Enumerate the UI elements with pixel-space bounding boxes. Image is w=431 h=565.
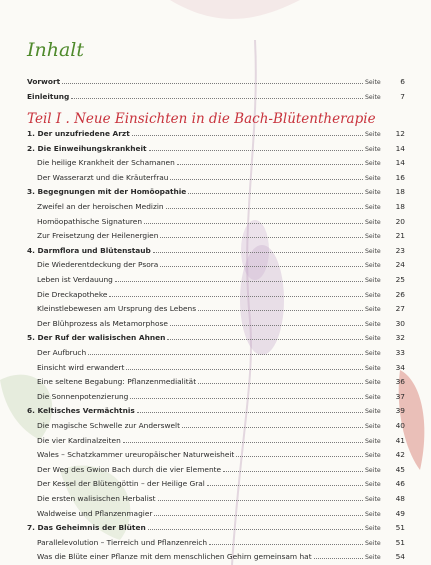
page-label: Seite <box>365 438 381 445</box>
toc-entry-text: 7. Das Geheimnis der Blüten <box>27 523 146 532</box>
dot-leader <box>170 318 363 326</box>
toc-entry-text: 2. Die Einweihungskrankheit <box>27 144 147 153</box>
page-label: Seite <box>365 131 381 138</box>
toc-entry-text: Einleitung <box>27 92 70 101</box>
dot-leader <box>160 230 363 238</box>
dot-leader <box>126 362 363 370</box>
toc-row[interactable] <box>27 332 405 344</box>
toc-entry-text: Der Blühprozess als Metamorphose <box>37 319 168 328</box>
dot-leader <box>109 289 363 297</box>
page-number: 7 <box>400 92 405 101</box>
toc-row[interactable] <box>27 230 405 242</box>
page-number: 34 <box>395 363 405 372</box>
dot-leader <box>167 332 363 340</box>
toc-entry-text: 5. Der Ruf der walisischen Ahnen <box>27 333 166 342</box>
toc-entry-text: Der Aufbruch <box>37 348 87 357</box>
toc-row[interactable] <box>27 493 405 505</box>
page-number: 32 <box>395 333 405 342</box>
page-number: 46 <box>395 479 405 488</box>
page-label: Seite <box>365 146 381 153</box>
dot-leader <box>236 449 363 457</box>
toc-entry-text: Eine seltene Begabung: Pflanzenmedialität <box>37 377 197 386</box>
toc-entry-text: Parallelevolution – Tierreich und Pflanzenreich <box>37 538 208 547</box>
pink-petal-shape <box>170 0 300 19</box>
toc-row[interactable] <box>27 172 405 184</box>
page-label: Seite <box>365 423 381 430</box>
page-number: 14 <box>395 144 405 153</box>
toc-entry-text: Kleinstlebewesen am Ursprung des Lebens <box>37 304 197 313</box>
page-number: 41 <box>395 436 405 445</box>
page-number: 18 <box>395 187 405 196</box>
page-number: 18 <box>395 202 405 211</box>
dot-leader <box>223 464 363 472</box>
toc-entry-text: Vorwort <box>27 77 61 86</box>
toc-row[interactable] <box>27 76 405 88</box>
toc-entry-text: Zur Freisetzung der Heilenergien <box>37 231 159 240</box>
page-number: 51 <box>395 523 405 532</box>
page-number: 24 <box>395 260 405 269</box>
page-label: Seite <box>365 481 381 488</box>
page-number: 51 <box>395 538 405 547</box>
page-number: 16 <box>395 173 405 182</box>
page-label: Seite <box>365 160 381 167</box>
toc-row[interactable] <box>27 347 405 359</box>
page-number: 36 <box>395 377 405 386</box>
toc-row[interactable] <box>27 464 405 476</box>
page-number: 54 <box>395 552 405 561</box>
toc-entry-text: Die vier Kardinalzeiten <box>37 436 121 445</box>
dot-leader <box>182 420 363 428</box>
toc-entry-text: Der Kessel der Blütengöttin – der Heilige Gral <box>37 479 205 488</box>
page-label: Seite <box>365 204 381 211</box>
dot-leader <box>148 522 363 530</box>
dot-leader <box>166 201 363 209</box>
page-number: 42 <box>395 450 405 459</box>
dot-leader <box>123 435 363 443</box>
page-number: 30 <box>395 319 405 328</box>
page-label: Seite <box>365 248 381 255</box>
toc-row[interactable] <box>27 362 405 374</box>
page-label: Seite <box>365 365 381 372</box>
toc-entry-text: 1. Der unzufriedene Arzt <box>27 129 130 138</box>
toc-entry-text: Leben ist Verdauung <box>37 275 113 284</box>
toc-entry-text: Waldweise und Pflanzenmagier <box>37 509 153 518</box>
page-number: 49 <box>395 509 405 518</box>
toc-row[interactable] <box>27 420 405 432</box>
page-number: 40 <box>395 421 405 430</box>
page-label: Seite <box>365 219 381 226</box>
toc-row[interactable] <box>27 449 405 461</box>
toc-row[interactable] <box>27 274 405 286</box>
dot-leader <box>154 508 363 516</box>
page-number: 23 <box>395 246 405 255</box>
toc-row[interactable] <box>27 91 405 103</box>
dot-leader <box>132 128 363 136</box>
toc-row[interactable] <box>27 551 405 563</box>
page-title: Inhalt <box>27 39 85 61</box>
toc-row[interactable] <box>27 522 405 534</box>
toc-row[interactable] <box>27 201 405 213</box>
page-number: 33 <box>395 348 405 357</box>
toc-entry-text: Die magische Schwelle zur Anderswelt <box>37 421 181 430</box>
toc-entry-text: Die Sonnenpotenzierung <box>37 392 129 401</box>
page-label: Seite <box>365 350 381 357</box>
page-label: Seite <box>365 540 381 547</box>
toc-row[interactable] <box>27 216 405 228</box>
page-label: Seite <box>365 262 381 269</box>
page-label: Seite <box>365 452 381 459</box>
page-label: Seite <box>365 175 381 182</box>
toc-entry-text: 3. Begegnungen mit der Homöopathie <box>27 187 187 196</box>
toc-entry-text: Der Weg des Gwion Bach durch die vier Elemente <box>37 465 222 474</box>
dot-leader <box>177 157 363 165</box>
page-label: Seite <box>365 511 381 518</box>
page-label: Seite <box>365 306 381 313</box>
toc-row[interactable] <box>27 303 405 315</box>
page-label: Seite <box>365 189 381 196</box>
page-number: 21 <box>395 231 405 240</box>
toc-row[interactable] <box>27 289 405 301</box>
dot-leader <box>149 143 363 151</box>
toc-row[interactable] <box>27 186 405 198</box>
toc-row[interactable] <box>27 245 405 257</box>
toc-entry-text: 4. Darmflora und Blütenstaub <box>27 246 151 255</box>
page-label: Seite <box>365 292 381 299</box>
page-number: 26 <box>395 290 405 299</box>
dot-leader <box>71 91 363 99</box>
dot-leader <box>115 274 363 282</box>
toc-entry-text: Der Wasserarzt und die Kräuterfrau <box>37 173 169 182</box>
page-label: Seite <box>365 94 381 101</box>
page-number: 39 <box>395 406 405 415</box>
toc-entry-text: Einsicht wird erwandert <box>37 363 125 372</box>
page-number: 12 <box>395 129 405 138</box>
toc-row[interactable] <box>27 391 405 403</box>
page-number: 45 <box>395 465 405 474</box>
dot-leader <box>207 478 363 486</box>
page-label: Seite <box>365 79 381 86</box>
page-label: Seite <box>365 335 381 342</box>
dot-leader <box>170 172 363 180</box>
page-label: Seite <box>365 525 381 532</box>
toc-row[interactable] <box>27 128 405 140</box>
page-number: 27 <box>395 304 405 313</box>
page-number: 48 <box>395 494 405 503</box>
toc-row[interactable] <box>27 435 405 447</box>
page-label: Seite <box>365 321 381 328</box>
toc-entry-text: Die ersten walisischen Herbalist <box>37 494 156 503</box>
toc-entry-text: Die heilige Krankheit der Schamanen <box>37 158 175 167</box>
page-label: Seite <box>365 467 381 474</box>
dot-leader <box>160 259 363 267</box>
toc-row[interactable] <box>27 478 405 490</box>
toc-row[interactable] <box>27 537 405 549</box>
dot-leader <box>88 347 363 355</box>
dot-leader <box>137 405 363 413</box>
dot-leader <box>158 493 363 501</box>
page-label: Seite <box>365 408 381 415</box>
dot-leader <box>314 551 363 559</box>
page-number: 20 <box>395 217 405 226</box>
page-label: Seite <box>365 394 381 401</box>
toc-entry-text: Was die Blüte einer Pflanze mit dem menschlichen Gehirn gemeinsam hat <box>37 552 312 561</box>
toc-row[interactable] <box>27 318 405 330</box>
page-label: Seite <box>365 233 381 240</box>
toc-row[interactable] <box>27 143 405 155</box>
dot-leader <box>62 76 363 84</box>
dot-leader <box>153 245 363 253</box>
page-label: Seite <box>365 496 381 503</box>
page-number: 25 <box>395 275 405 284</box>
toc-row[interactable] <box>27 405 405 417</box>
toc-row[interactable] <box>27 259 405 271</box>
toc-entry-text: Zweifel an der heroischen Medizin <box>37 202 164 211</box>
page-label: Seite <box>365 277 381 284</box>
toc-entry-text: Homöopathische Signaturen <box>37 217 143 226</box>
page-number: 37 <box>395 392 405 401</box>
toc-row[interactable] <box>27 508 405 520</box>
toc-row[interactable] <box>27 376 405 388</box>
page-number: 14 <box>395 158 405 167</box>
page-label: Seite <box>365 554 381 561</box>
page-number: 6 <box>400 77 405 86</box>
dot-leader <box>198 303 363 311</box>
part-title: Teil I . Neue Einsichten in die Bach-Blütentherapie <box>27 111 376 127</box>
dot-leader <box>198 376 363 384</box>
toc-entry-text: Die Dreckapotheke <box>37 290 108 299</box>
toc-entry-text: 6. Keltisches Vermächtnis <box>27 406 135 415</box>
toc-entry-text: Die Wiederentdeckung der Psora <box>37 260 159 269</box>
dot-leader <box>188 186 363 194</box>
dot-leader <box>130 391 363 399</box>
dot-leader <box>209 537 363 545</box>
dot-leader <box>144 216 363 224</box>
page-label: Seite <box>365 379 381 386</box>
toc-entry-text: Wales – Schatzkammer ureuropäischer Naturweisheit <box>37 450 235 459</box>
toc-row[interactable] <box>27 157 405 169</box>
